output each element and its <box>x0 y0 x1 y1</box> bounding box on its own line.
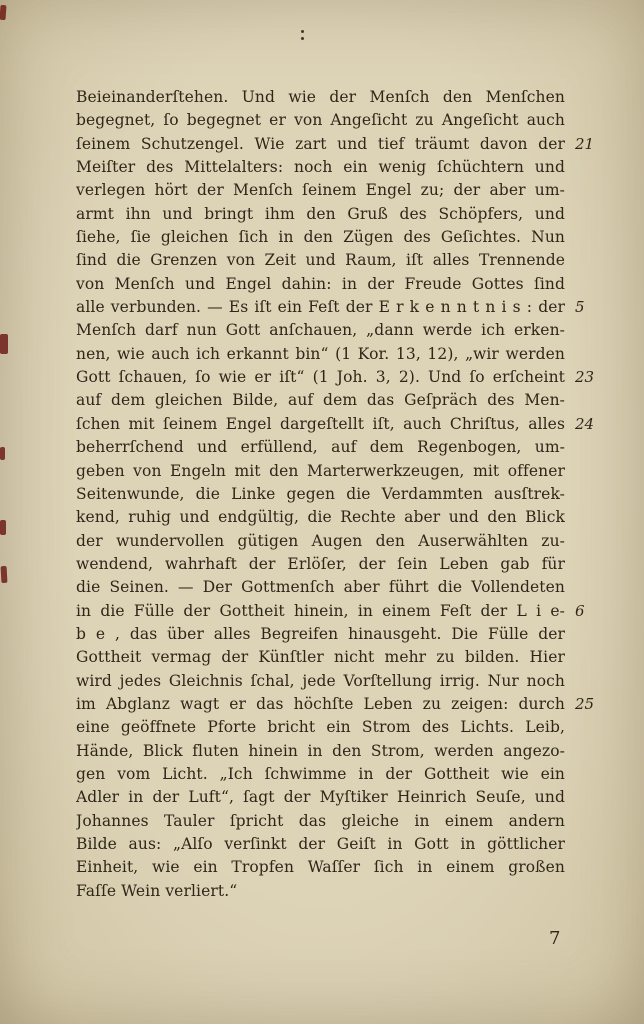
red-ink-mark <box>0 447 5 460</box>
text-line: wird jedes Gleichnis ſchal, jede Vorſtellung irrig. Nur noch <box>76 671 565 690</box>
text-line: nen, wie auch ich erkannt bin“ (1 Kor. 13, 12), „wir werden <box>76 344 565 363</box>
text-line: Hände, Blick fluten hinein in den Strom, werden angezo- <box>76 741 565 760</box>
margin-number: 21 <box>575 134 595 153</box>
text-line: im Abglanz wagt er das höchſte Leben zu zeigen: durch <box>76 694 565 713</box>
text-line: der wundervollen gütigen Augen den Auserwählten zu- <box>76 531 565 550</box>
text-line: Gottheit vermag der Künſtler nicht mehr zu bilden. Hier <box>76 648 565 667</box>
text-line: kend, ruhig und endgültig, die Rechte aber und den Blick <box>76 508 565 527</box>
red-ink-mark <box>0 334 8 354</box>
text-line: Johannes Tauler ſpricht das gleiche in einem andern <box>76 811 565 830</box>
text-line: Seitenwunde, die Linke gegen die Verdammten ausſtrek- <box>76 484 565 503</box>
text-line: auf dem gleichen Bilde, auf dem das Geſpräch des Men- <box>76 391 565 410</box>
scan-speck <box>301 30 304 33</box>
red-ink-mark <box>0 520 6 535</box>
text-line: Meiſter des Mittelalters: noch ein wenig ſchüchtern und <box>76 158 565 177</box>
text-line: verlegen hört der Menſch ſeinem Engel zu; der aber um- <box>76 181 565 200</box>
text-block <box>76 86 565 903</box>
text-line: Gott ſchauen, ſo wie er iſt“ (1 Joh. 3, 2). Und ſo erſcheint <box>76 368 565 387</box>
text-line: Bilde aus: „Alſo verſinkt der Geiſt in Gott in göttlicher <box>76 835 565 853</box>
text-line: gen vom Licht. „Ich ſchwimme in der Gottheit wie ein <box>76 764 565 783</box>
text-line: Beieinanderſtehen. Und wie der Menſch den Menſchen <box>76 88 565 106</box>
text-line: ſeinem Schutzengel. Wie zart und tief träumt davon der <box>76 134 565 153</box>
text-line: in die Fülle der Gottheit hinein, in einem Feſt der L i e- <box>76 601 565 620</box>
text-line: Einheit, wie ein Tropfen Waſſer ſich in einem großen <box>76 858 565 877</box>
text-line: ſind die Grenzen von Zeit und Raum, iſt alles Trennende <box>76 251 565 270</box>
text-line: Menſch darf nun Gott anſchauen, „dann werde ich erken- <box>76 321 565 340</box>
text-line: von Menſch und Engel dahin: in der Freude Gottes ſind <box>76 274 565 293</box>
text-line: die Seinen. — Der Gottmenſch aber führt die Vollendeten <box>76 578 565 597</box>
red-ink-mark <box>1 566 8 583</box>
text-line: Faſſe Wein verliert.“ <box>76 881 238 900</box>
page-number: 7 <box>549 928 561 949</box>
text-line: Adler in der Luft“, ſagt der Myſtiker Heinrich Seuſe, und <box>76 788 565 807</box>
text-line: b e , das über alles Begreifen hinausgeht. Die Fülle der <box>76 624 565 643</box>
margin-number: 25 <box>575 695 595 714</box>
margin-number: 6 <box>575 601 585 620</box>
text-line: eine geöffnete Pforte bricht ein Strom des Lichts. Leib, <box>76 718 565 737</box>
margin-number: 5 <box>575 298 585 317</box>
text-line: begegnet, ſo begegnet er von Angeſicht zu Angeſicht auch <box>76 111 565 130</box>
margin-number: 23 <box>575 368 595 387</box>
text-line: wendend, wahrhaft der Erlöſer, der ſein Leben gab für <box>76 554 565 573</box>
text-line: geben von Engeln mit den Marterwerkzeugen, mit offener <box>76 461 565 480</box>
text-line: alle verbunden. — Es iſt ein Feſt der E r k e n n t n i s : der <box>76 298 565 317</box>
text-line: beherrſchend und erfüllend, auf dem Regenbogen, um- <box>76 438 565 457</box>
text-line: ſiehe, ſie gleichen ſich in den Zügen des Geſichtes. Nun <box>76 228 565 247</box>
text-line: armt ihn und bringt ihm den Gruß des Schöpfers, und <box>76 204 565 223</box>
text-line: ſchen mit ſeinem Engel dargeſtellt iſt, auch Chriſtus, alles <box>76 414 565 433</box>
red-ink-mark <box>0 5 7 20</box>
margin-number: 24 <box>575 414 595 433</box>
